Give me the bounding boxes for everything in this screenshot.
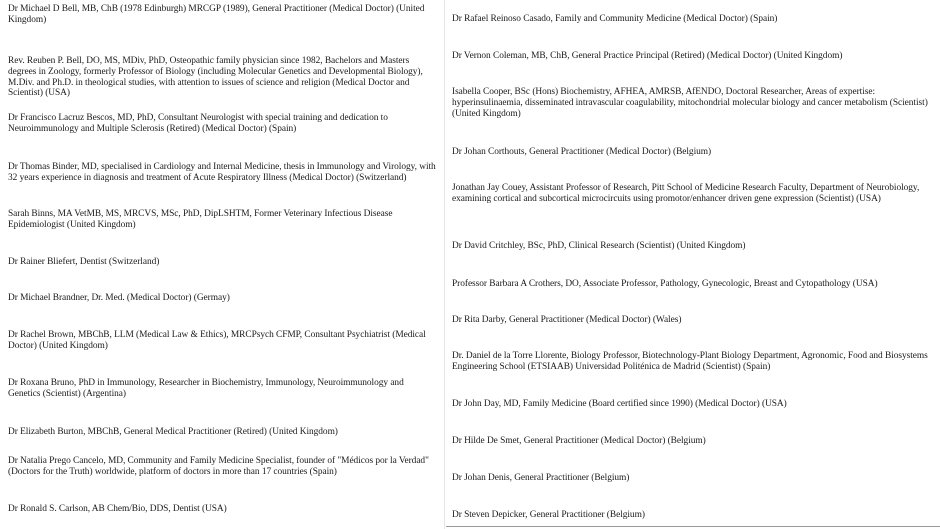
signatory-entry: Dr Johan Corthouts, General Practitioner (Medical Doctor) (Belgium) <box>452 147 712 157</box>
signatory-entry: Sarah Binns, MA VetMB, MS, MRCVS, MSc, PhD, DipLSHTM, Former Veterinary Infectious Disease Epidemiologist (United Kingdom) <box>8 209 393 230</box>
signatory-entry: Dr Thomas Binder, MD, specialised in Cardiology and Internal Medicine, thesis in Immunology and Virology, with 32 years experience in diagnosis and treatment of Acute Respiratory Illness (Medical Doctor) (Switzerland) <box>8 162 436 183</box>
column-divider <box>444 0 445 529</box>
signatory-entry: Dr Rita Darby, General Practitioner (Medical Doctor) (Wales) <box>452 315 682 325</box>
signatory-entry: Dr Elizabeth Burton, MBChB, General Medical Practitioner (Retired) (United Kingdom) <box>8 427 338 437</box>
signatory-entry: Dr Francisco Lacruz Bescos, MD, PhD, Consultant Neurologist with special training and dedication to Neuroimmunology and Multiple Sclerosis (Retired) (Medical Doctor) (Spain) <box>8 113 388 134</box>
signatory-entry: Professor Barbara A Crothers, DO, Associate Professor, Pathology, Gynecologic, Breast and Cytopathology (USA) <box>452 279 878 289</box>
signatory-entry: Jonathan Jay Couey, Assistant Professor of Research, Pitt School of Medicine Research Faculty, Department of Neurobiology, examining cortical and subcortical microcircuits using promotor/enhancer driven gene expression (Scientist) (USA) <box>452 183 920 204</box>
signatory-entry: Dr Hilde De Smet, General Practitioner (Medical Doctor) (Belgium) <box>452 436 706 446</box>
signatory-entry: Dr Rachel Brown, MBChB, LLM (Medical Law & Ethics), MRCPsych CFMP, Consultant Psychiatrist (Medical Doctor) (United Kingdom) <box>8 330 426 351</box>
signatory-entry: Dr John Day, MD, Family Medicine (Board certified since 1990) (Medical Doctor) (USA) <box>452 399 787 409</box>
signatory-entry: Dr. Daniel de la Torre Llorente, Biology Professor, Biotechnology-Plant Biology Department, Agronomic, Food and Biosystems Engineering School (ETSIAAB) Universidad Politénica de Madrid (Scientist) (Spain) <box>452 351 928 372</box>
signatory-entry: Dr Ronald S. Carlson, AB Chem/Bio, DDS, Dentist (USA) <box>8 504 227 514</box>
signatory-entry: Dr Johan Denis, General Practitioner (Belgium) <box>452 473 630 483</box>
bottom-rule <box>446 526 940 527</box>
signatory-entry: Dr Rainer Bliefert, Dentist (Switzerland) <box>8 257 160 267</box>
signatory-entry: Dr Roxana Bruno, PhD in Immunology, Researcher in Biochemistry, Immunology, Neuroimmunology and Genetics (Scientist) (Argentina) <box>8 378 404 399</box>
signatory-entry: Dr Vernon Coleman, MB, ChB, General Practice Principal (Retired) (Medical Doctor) (United Kingdom) <box>452 51 843 61</box>
signatory-entry: Dr David Critchley, BSc, PhD, Clinical Research (Scientist) (United Kingdom) <box>452 241 746 251</box>
signatory-entry: Dr Michael D Bell, MB, ChB (1978 Edinburgh) MRCGP (1989), General Practitioner (Medical Doctor) (United Kingdom) <box>8 4 425 25</box>
signatory-entry: Isabella Cooper, BSc (Hons) Biochemistry, AFHEA, AMRSB, AfENDO, Doctoral Researcher, Areas of expertise: hyperinsulinaemia, disseminated intravascular coagulability, mitochondrial molecular biology and cancer metabolism (Scientist) (United Kingdom) <box>452 87 928 119</box>
signatory-entry: Dr Michael Brandner, Dr. Med. (Medical Doctor) (Germay) <box>8 293 230 303</box>
signatory-entry: Rev. Reuben P. Bell, DO, MS, MDiv, PhD, Osteopathic family physician since 1982, Bachelors and Masters degrees in Zoology, formerly Professor of Biology (including Molecular Genetics and Developmental Biology), M.Div. and Ph.D. in theological studies, with attention to issues of science and religion (Medical Doctor and Scientist) (USA) <box>8 56 423 99</box>
signatory-entry: Dr Natalia Prego Cancelo, MD, Community and Family Medicine Specialist, founder of "Médicos por la Verdad" (Doctors for the Truth) worldwide, platform of doctors in more than 17 countries (Spain) <box>8 456 429 477</box>
signatory-entry: Dr Steven Depicker, General Practitioner (Belgium) <box>452 510 645 520</box>
signatory-entry: Dr Rafael Reinoso Casado, Family and Community Medicine (Medical Doctor) (Spain) <box>452 14 778 24</box>
